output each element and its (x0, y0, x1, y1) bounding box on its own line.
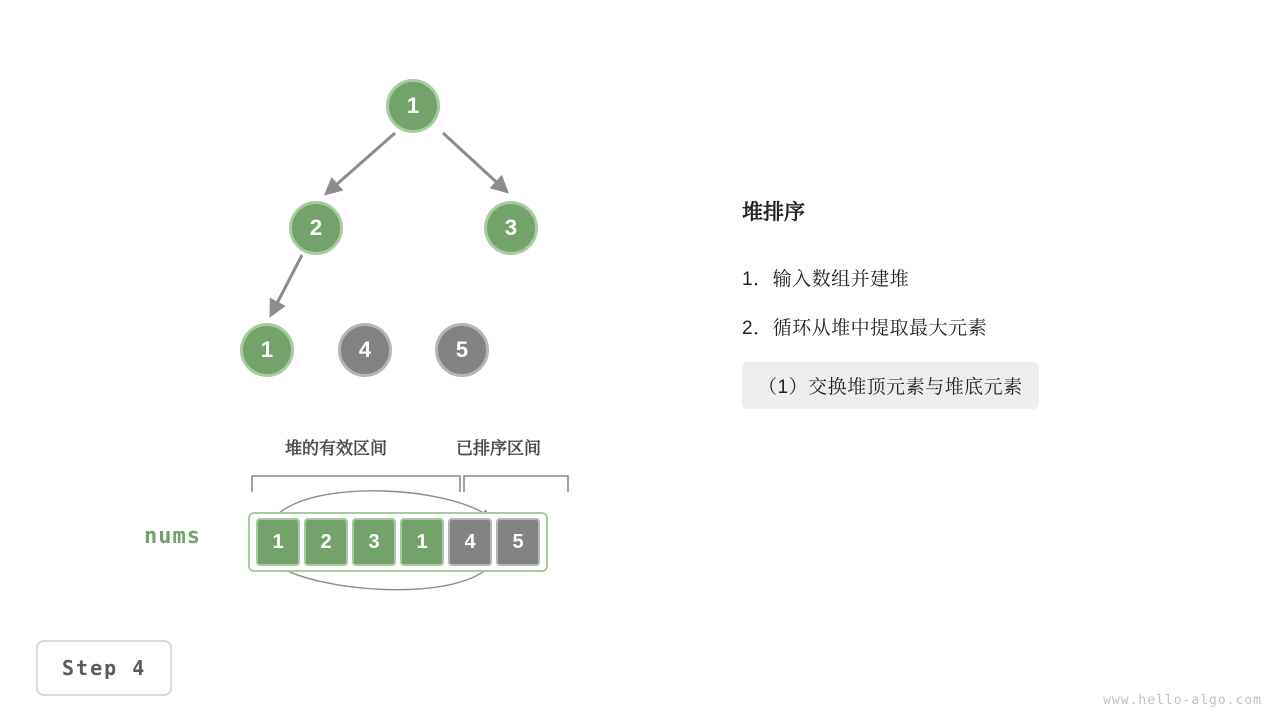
heap-range-label: 堆的有效区间 (285, 439, 387, 458)
array-name-label: nums (144, 524, 201, 549)
watermark: www.hello-algo.com (1103, 693, 1262, 708)
step-item-2: 2．循环从堆中提取最大元素 (742, 318, 988, 339)
highlighted-substep: （1）交换堆顶元素与堆底元素 (742, 362, 1039, 409)
array-cell (496, 518, 540, 566)
step-item-1: 1．输入数组并建堆 (742, 269, 910, 290)
tree-node-value: 3 (504, 215, 518, 240)
array-cell (400, 518, 444, 566)
array-diagram (0, 420, 700, 620)
tree-node-left-right (338, 323, 392, 377)
edge-root-right (443, 133, 505, 190)
explanation-panel (742, 196, 1242, 409)
tree-node-value: 1 (260, 337, 274, 362)
array-cell (256, 518, 300, 566)
brace-sorted-range (464, 476, 568, 492)
edge-left-leftleft (272, 255, 302, 313)
array-cell-value: 1 (416, 530, 428, 553)
array-cell (448, 518, 492, 566)
tree-node-value: 4 (358, 337, 372, 362)
tree-node-left-left (240, 323, 294, 377)
tree-node-right (484, 201, 538, 255)
array-cell-value: 3 (368, 530, 380, 553)
tree-node-value: 5 (455, 337, 469, 362)
tree-node-value: 1 (406, 93, 420, 118)
array-cell-value: 4 (464, 530, 476, 553)
array-cell-value: 1 (272, 530, 284, 553)
edge-root-left (328, 133, 395, 192)
binary-tree-diagram (0, 0, 700, 420)
tree-node-root (386, 79, 440, 133)
panel-title: 堆排序 (742, 201, 805, 224)
brace-heap-range (252, 476, 460, 492)
tree-node-right-left (435, 323, 489, 377)
sorted-range-label: 已排序区间 (456, 439, 541, 458)
tree-node-value: 2 (309, 215, 323, 240)
array-cell-value: 5 (512, 530, 524, 553)
tree-node-left (289, 201, 343, 255)
array-cell (304, 518, 348, 566)
array-cell (352, 518, 396, 566)
array-container (248, 512, 548, 572)
step-badge: Step 4 (36, 640, 172, 696)
array-cell-value: 2 (320, 530, 332, 553)
